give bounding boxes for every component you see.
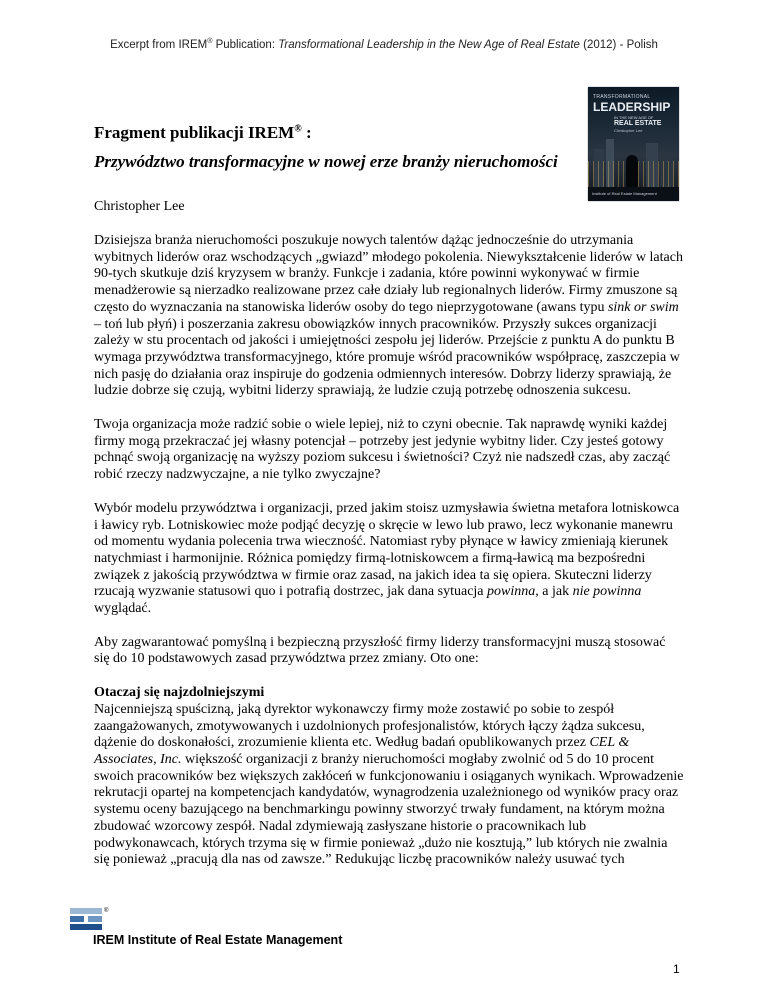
cover-footer [588, 187, 679, 201]
title-text: Fragment publikacji IREM [94, 123, 295, 142]
page-number: 1 [673, 962, 680, 976]
irem-logo-mark-icon [70, 908, 102, 934]
paragraph-4: Aby zagwarantować pomyślną i bezpieczną przyszłość firmy liderzy transformacyjni muszą stosować się do 10 podstawowych zasad przywództwa przez zmiany. Oto one: [94, 634, 666, 667]
title-registered-mark: ® [294, 123, 302, 135]
paragraph-text: większość organizacji z branży nieruchomości mogłaby zwolnić od 5 do 10 procent swoich pracowników bez większych zakłóceń w funkcjonowaniu i osiąganych wynikach. Wprowadzenie rekrutacji opartej na kompetencjach kandydatów, wynagrodzenia uzależnionego od wyników pracy oraz systemu oceny bazującego na benchmarkingu powinny stworzyć trwały fundament, na którym można zbudować wzorcowy zespół. Nadal zdymiewają zasłyszane historie o pracownikach lub podwykonawcach, których trzyma się w firmie ponieważ „dużo nie kosztują,” lub których nie zwalnia się ponieważ „pracują dla nas od zawsze.” Redukując liczbę pracowników należy usuwać tych [94, 751, 684, 868]
paragraph-text: wyglądać. [94, 601, 152, 617]
header-registered-mark: ® [207, 38, 213, 45]
cover-line-4: REAL ESTATE [614, 120, 662, 127]
document-subtitle: Przywództwo transformacyjne w nowej erze branży nieruchomości [94, 152, 558, 171]
header-book-title: Transformational Leadership in the New Age of Real Estate [278, 38, 580, 51]
paragraph-1 [94, 233, 684, 400]
paragraph-3 [94, 501, 684, 618]
book-cover-image [588, 87, 679, 201]
paragraph-italic: powinna [487, 584, 536, 600]
article-body [94, 233, 684, 886]
paragraph-text: Dzisiejsza branża nieruchomości poszukuje nowych talentów dążąc jednocześnie do utrzymania wybitnych liderów oraz wschodzących „gwiazd” młodego pokolenia. Niewykształcenie liderów w latach 90-tych skutkuje dziś kryzysem w branży. Funkcje i zadania, które powinni wykonywać w firmie menadżerowie są nierzadko realizowane przez całe działy lub regionalnych liderów. Firmy zmuszone są często do wyznaczania na stanowiska liderów osoby do tego nieprzygotowane (awans typu [94, 233, 683, 315]
paragraph-5 [94, 702, 684, 869]
footer-registered-mark: ® [104, 908, 109, 914]
author-name: Christopher Lee [94, 199, 185, 214]
cover-author: Christopher Lee [614, 128, 643, 133]
paragraph-italic: nie powinna [572, 584, 642, 600]
cover-silhouette [626, 155, 638, 187]
paragraph-text: , a jak [535, 584, 573, 600]
paragraph-2: Twoja organizacja może radzić sobie o wiele lepiej, niż to czyni obecnie. Tak naprawdę wyniki każdej firmy mogą przekraczać jej własny potencjał – potrzeby jest jedynie wybitny lider. Czy jesteś gotowy pchnąć swoją organizację na wyższy poziom sukcesu i świetności? Czyż nie nadszedł czas, aby zacząć robić rzeczy nadzwyczajne, a nie tylko zwyczajne? [94, 417, 671, 483]
paragraph-text: Najcenniejszą spuścizną, jaką dyrektor wykonawczy firmy może zostawić po sobie to zespół zaangażowanych, zmotywowanych i uzdolnionych profesjonalistów, których łączy żądza sukcesu, dążenie do doskonałości, zrozumienie klienta etc. Według badań opublikowanych przez [94, 701, 645, 751]
header-mid: Publication: [212, 38, 279, 51]
cover-publisher: Institute of Real Estate Management [592, 191, 657, 196]
paragraph-italic: CEL & Associates, Inc. [94, 735, 630, 767]
title-suffix: : [301, 123, 312, 142]
paragraph-italic: sink or swim [607, 299, 679, 315]
cover-line-2: LEADERSHIP [593, 100, 671, 114]
header-suffix: (2012) - Polish [579, 38, 658, 51]
footer-brand: IREM [93, 933, 125, 947]
section-heading: Otaczaj się najzdolniejszymi [94, 685, 265, 701]
footer-org: Institute of Real Estate Management [127, 933, 343, 947]
cover-line-3: IN THE NEW AGE OF [614, 115, 654, 120]
header-prefix: Excerpt from IREM [110, 38, 208, 51]
page-header [0, 38, 768, 51]
document-title [94, 123, 312, 143]
footer-org-name [93, 933, 342, 947]
paragraph-text: Wybór modelu przywództwa i organizacji, przed jakim stoisz uzmysławia świetna metafora lotniskowca i ławicy ryb. Lotniskowiec może podjąć decyzję o skręcie w lewo lub prawo, lecz wykonanie manewru od momentu wydania polecenia trwa wieczność. Natomiast ryby płynące w ławicy zmieniają kierunek natychmiast i harmonijnie. Różnica pomiędzy firmą-lotniskowcem a firmą-ławicą ma bezpośredni związek z jakością przywództwa w firmie oraz zasad, na jakich idea ta się opiera. Skuteczni liderzy rzucają wyzwanie statusowi quo i potrafią dostrzec, jak dana sytuacja [94, 500, 680, 600]
paragraph-text: – toń lub płyń) i poszerzania zakresu obowiązków innych pracowników. Przyszły sukces organizacji zależy w stu procentach od jakości i umiejętności zespołu jej liderów. Przejście z punktu A do punktu B wymaga przywództwa transformacyjnego, które promuje wśród pracowników współpracę, zaszczepia w nich pasję do działania oraz inspiruje do godzenia odmiennych interesów. Dobrzy liderzy sprawiają, że ludzie dobrze się czują, wybitni liderzy sprawiają, że ludzie czują potrzebę odnoszenia sukcesu. [94, 316, 680, 399]
cover-line-1: TRANSFORMATIONAL [593, 94, 651, 100]
